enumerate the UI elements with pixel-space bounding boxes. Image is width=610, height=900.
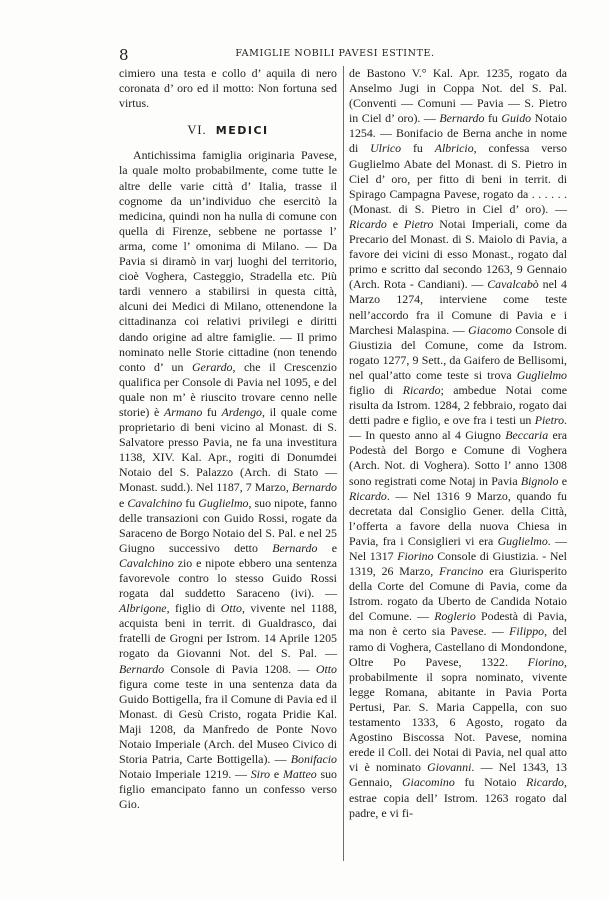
text-run: . — In questo anno al 4 Giugno: [349, 413, 567, 443]
text-run: , probabilmente il sopra nominato, vivente legge Romana, abitante in Pavia Porta Pertusi, Par. S. Maria Cappella, con suo testamento 1333, 6 Agosto, rogato da Agostino Biscossa Not. Pavese, nomina erede il Coll. dei Notai di Pavia, nel qual atto vi è nominato: [349, 654, 567, 775]
italic-name: Guglielmo: [516, 367, 567, 382]
italic-name: Beccaria: [505, 428, 549, 443]
text-run: , il quale come proprietario di beni vicino al Monast. di S. Salvatore presso Pavia, ne fa una investitura 1138, XIV. Kal. Apr., rogiti di Donumdei Notaio del S. Palazzo (Arch. di Stato — Monast. sudd.). Nel 1187, 7 Marzo,: [119, 404, 338, 495]
section-title: MEDICI: [215, 124, 269, 138]
italic-name: Cavalchino: [119, 555, 174, 570]
text-run: fu: [202, 404, 222, 419]
text-run: Notaio Imperiale 1219. —: [119, 767, 251, 782]
text-run: ; ambedue Notai come risulta da Istrom. 1284, 2 febbraio, rogato dai detti padre e figlio, e ove fra i testi un: [349, 382, 567, 428]
text-run: , confessa verso Guglielmo Abate del Monast. di S. Pietro in Ciel d’ oro, per fitto di beni in territ. di Spirago Campagna Pavese, rogato da . . . . . . (Monast. di S. Pietro in Ciel d’ oro). —: [349, 141, 567, 216]
italic-name: Bonifacio: [290, 752, 337, 767]
left-column: [119, 66, 337, 813]
italic-name: Giacomino: [401, 775, 455, 790]
text-run: . — Nel 1317: [349, 533, 567, 563]
section-heading: [119, 123, 337, 138]
italic-name: Bernardo: [291, 480, 337, 495]
text-run: Console di Pavia 1208. —: [164, 661, 316, 676]
text-run: era Podestà del Borgo e Comune di Voghera (Arch. Not. di Voghera). Sotto l’ anno 1308 sono registrati come Notaj in Pavia: [349, 428, 567, 488]
italic-name: Gerardo: [191, 359, 233, 374]
text-run: , che il Crescenzio qualifica per Console di Pavia nel 1095, e del quale non m’ è riuscito trovare cenno nelle storie) è: [119, 359, 337, 419]
italic-name: Cavalcabò: [487, 277, 539, 292]
text-run: figlio di: [349, 382, 403, 397]
italic-name: Albricio: [434, 141, 474, 156]
text-run: Notai Imperiali, come da Precario del Monast. di S. Maiolo di Pavia, a favore dei vicini di esso Monast., rogato dal primo e scritto dal secondo 1263, 9 Gennaio (Arch. Rota - Candiani). —: [349, 216, 567, 292]
text-run: nel 4 Marzo 1274, interviene come teste nell’accordo fra il Comune di Pavia e i Marchesi Malaspina. —: [349, 277, 567, 337]
text-run: , vivente nel 1188, acquista beni in territ. di Gualdrasco, dai fratelli de Grogni per Istrom. 14 Aprile 1205 rogato da Giovanni Not. del S. Pal. —: [119, 601, 337, 661]
text-run: e: [270, 767, 283, 782]
section-number: VI.: [187, 123, 207, 138]
italic-name: Giovanni: [427, 760, 472, 775]
text-run: . — Nel 1316 9 Marzo, quando fu decretata dal Consiglio Gener. della Città, l’offerta a favore della nuova Chiesa in Pavia, fra i Consiglieri vi era: [349, 488, 567, 548]
italic-name: Armano: [163, 404, 203, 419]
italic-name: Filippo: [509, 624, 545, 639]
italic-name: Ardengo: [221, 404, 262, 419]
italic-name: Ulrico: [370, 141, 402, 156]
text-run: de Bastono V.° Kal. Apr. 1235, rogato da Anselmo Jugi in Coppa Not. del S. Pal. (Conventi — Comuni — Pavia — S. Pietro in Ciel d’ oro). —: [349, 66, 567, 126]
text-run: Console di Giustizia. - Nel 1319, 26 Marzo,: [349, 549, 567, 579]
text-run: e: [317, 540, 337, 555]
italic-name: Albrigone: [119, 601, 167, 616]
italic-name: Cavalchino: [127, 495, 183, 510]
italic-name: Otto: [315, 661, 337, 676]
section-body: [119, 148, 337, 812]
intro-paragraph: cimiero una testa e collo d’ aquila di nero coronata d’ oro ed il motto: Non fortuna sed virtus.: [119, 66, 337, 111]
italic-name: Bignolo: [520, 473, 559, 488]
italic-name: Siro: [250, 767, 271, 782]
text-run: Podestà di Pavia, ma non è certo sia Pavese. —: [349, 609, 567, 639]
italic-name: Pietro: [534, 413, 565, 428]
text-run: fu: [182, 495, 199, 510]
italic-name: Francino: [439, 564, 484, 579]
italic-name: Guglielmo: [497, 533, 548, 548]
right-column: [349, 66, 567, 821]
italic-name: Ricardo: [402, 382, 441, 397]
italic-name: Roglerio: [434, 609, 476, 624]
text-run: figura come teste in una sentenza data da Guido Bottigella, fra il Comune di Pavia ed il Monast. di Gesù Cristo, rogata Pridie Kal. Maji 1208, da Manfredo de Ponte Novo Notaio Imperiale (Arch. del Museo Civico di Storia Patria, Carte Bottigella). —: [119, 676, 337, 767]
italic-name: Ricardo: [349, 488, 387, 503]
page-number: 8: [119, 46, 129, 64]
italic-name: Ricardo: [349, 216, 387, 231]
italic-name: Guido: [501, 111, 532, 126]
italic-name: Ricardo: [526, 775, 565, 790]
italic-name: Pietro: [404, 216, 434, 231]
text-run: e: [558, 473, 567, 488]
text-run: , figlio di: [166, 601, 221, 616]
text-run: fu: [484, 111, 502, 126]
italic-name: Bernardo: [272, 540, 318, 555]
text-run: zio e nipote ebbero una sentenza favorevole contro lo stesso Guido Rossi rogata dal suddetto Saraceno (ivi). —: [119, 555, 337, 601]
text-run: , suo nipote, fanno delle transazioni con Guido Rossi, rogate da Saraceno de Borgo Notaio del S. Pal. e nel 25 Giugno successivo detto: [119, 495, 337, 555]
text-run: , del ramo di Voghera, Castellano di Mondondone, Oltre Po Pavese, 1322.: [349, 624, 567, 669]
italic-name: Otto: [220, 601, 242, 616]
italic-name: Fiorino: [397, 549, 434, 563]
continued-body: [349, 66, 567, 821]
text-run: . — Nel 1343, 13 Gennaio,: [349, 760, 567, 790]
text-run: , estrae copia dell’ Istrom. 1263 rogato dal padre, e vi fi-: [349, 775, 567, 820]
text-run: e: [386, 216, 405, 231]
text-run: suo figlio emancipato fanno un confesso verso Gio.: [119, 767, 337, 812]
text-run: e: [119, 495, 128, 510]
italic-name: Bernardo: [439, 111, 485, 126]
text-run: Console di Giustizia del Comune, come da Istrom. rogato 1277, 9 Sett., da Gaifero de Bellisomi, nel qual’atto come teste si trova: [349, 322, 568, 382]
column-divider: [343, 66, 344, 861]
italic-name: Giacomo: [468, 322, 512, 337]
text-run: Antichissima famiglia originaria Pavese, la quale molto probabilmente, come tutte le altre delle varie città d’ Italia, trasse il cognome da un’individuo che esercitò la medicina, quindi non ha nulla di comune con quella di Firenze, sebbene ne portasse l’ arma, come l’ omonima di Milano. — Da Pavia si diramò in varj luoghi del territorio, cioè Voghera, Casteggio, Stradella etc. Più tardi vennero a stabilirsi in questa città, alcuni dei Medici di Milano, ottenendone la cittadinanza coi relativi privilegi e diritti dando origine ad altre famiglie. — Il primo nominato nelle Storie cittadine (non tenendo conto d’ un: [119, 148, 337, 374]
italic-name: Guglielmo: [198, 495, 249, 510]
text-run: fu: [401, 141, 435, 156]
italic-name: Matteo: [283, 767, 317, 782]
running-head: FAMIGLIE NOBILI PAVESI ESTINTE.: [235, 48, 435, 59]
text-run: Notaio 1254. — Bonifacio de Berna anche in nome di: [349, 111, 567, 156]
text-run: fu Notaio: [454, 775, 527, 790]
italic-name: Bernardo: [119, 661, 165, 676]
italic-name: Fiorino: [527, 654, 565, 669]
text-run: era Giurisperito della Corte del Comune di Pavia, come da Istrom. rogato da Uberto de Candida Notaio del Comune. —: [349, 564, 567, 624]
